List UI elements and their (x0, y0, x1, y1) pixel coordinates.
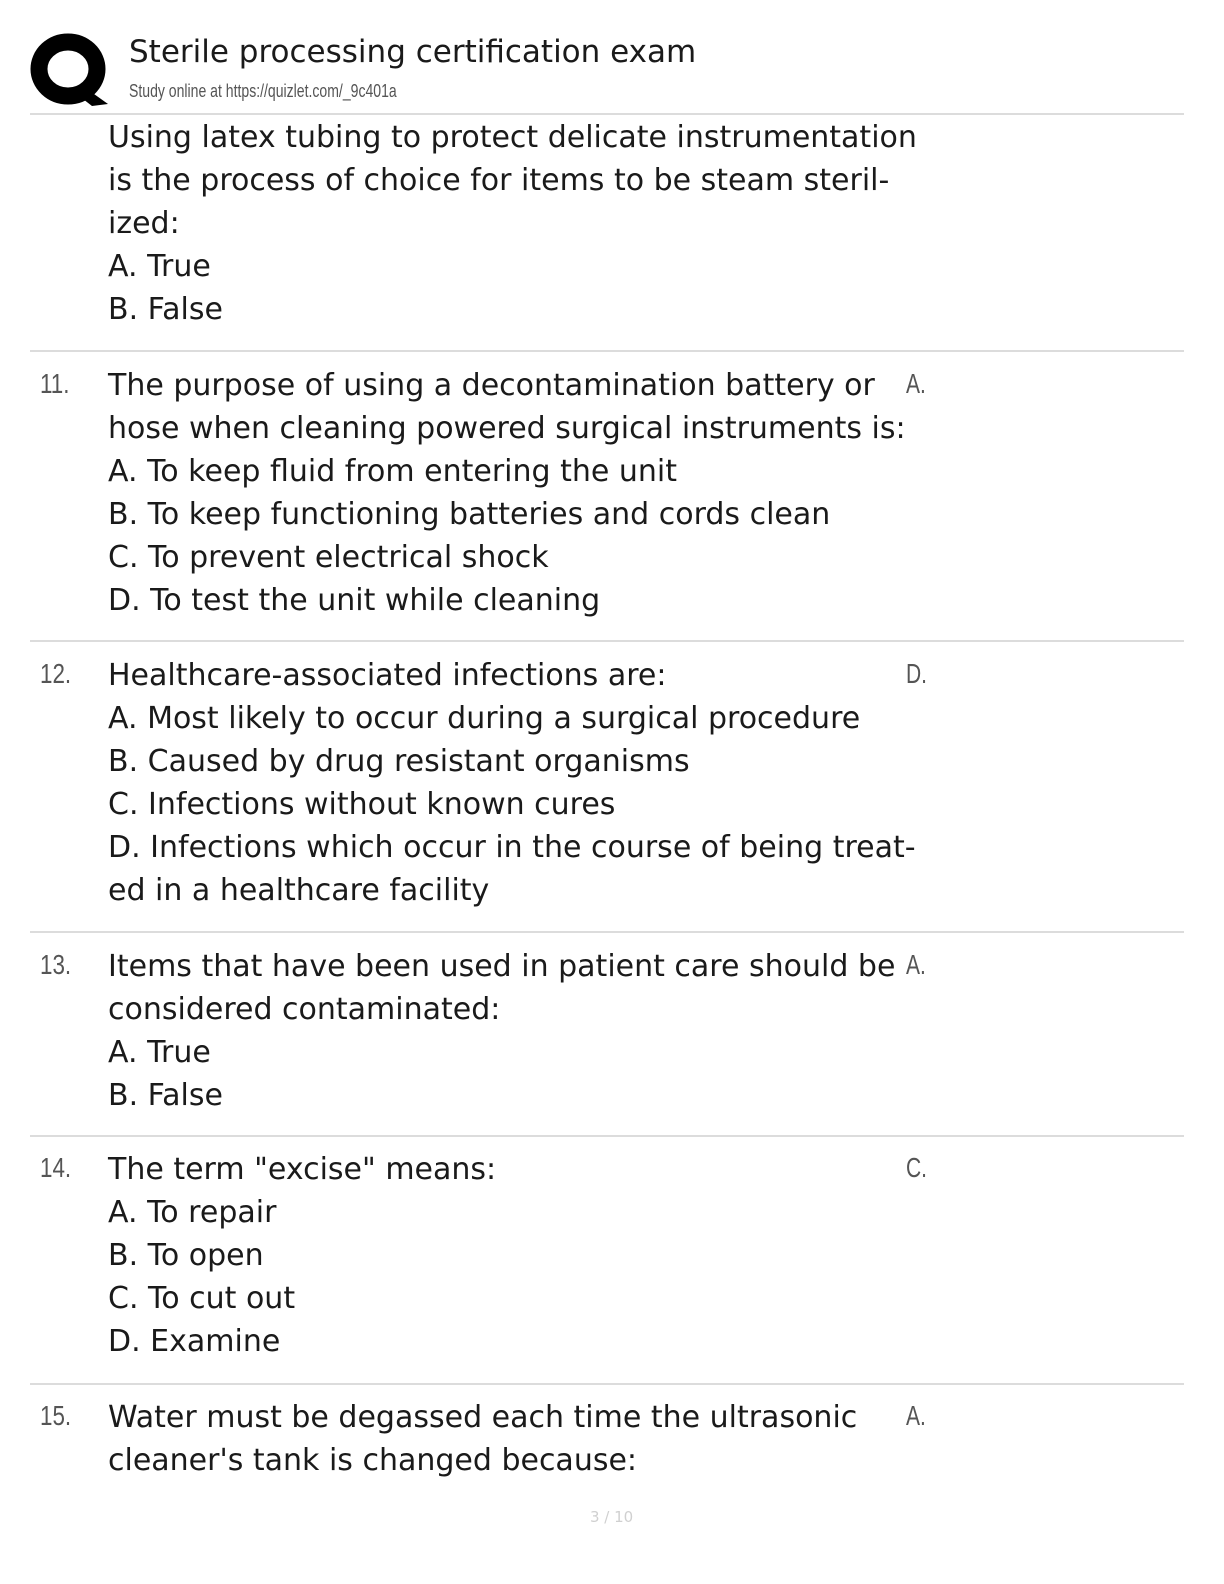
option-a: A. True (108, 1035, 211, 1070)
option-c: C. Infections without known cures (108, 787, 616, 822)
question-text (108, 1396, 908, 1482)
option-a: A. True (108, 249, 211, 284)
study-link[interactable]: Study online at https://quizlet.com/_9c401a (129, 81, 397, 101)
question-line: considered contaminated: (108, 992, 501, 1027)
question-line: cleaner's tank is changed because: (108, 1443, 638, 1478)
question-line: hose when cleaning powered surgical instruments is: (108, 411, 906, 446)
option-c: C. To prevent electrical shock (108, 540, 549, 575)
option-b: B. To open (108, 1238, 264, 1273)
option-c: C. To cut out (108, 1281, 296, 1316)
option-a: A. To keep fluid from entering the unit (108, 454, 678, 489)
question-text (108, 116, 917, 331)
question-number: 12. (40, 658, 72, 689)
question-line: Using latex tubing to protect delicate instrumentation (108, 120, 917, 155)
answer: A. (906, 368, 926, 399)
option-d: D. Infections which occur in the course of being treat- (108, 830, 916, 865)
divider (30, 1135, 1184, 1137)
question-line: The purpose of using a decontamination battery or (108, 368, 875, 403)
question-text (108, 945, 908, 1117)
question-text (108, 1148, 908, 1363)
divider (30, 640, 1184, 642)
question-number: 13. (40, 949, 72, 980)
question-number: 14. (40, 1152, 72, 1183)
option-d: D. To test the unit while cleaning (108, 583, 601, 618)
divider (30, 931, 1184, 933)
quizlet-logo-icon (30, 32, 112, 108)
question-line: Healthcare-associated infections are: (108, 658, 667, 693)
divider (30, 1383, 1184, 1385)
question-text (108, 364, 908, 622)
option-b: B. To keep functioning batteries and cords clean (108, 497, 831, 532)
option-b: B. False (108, 1078, 223, 1113)
question-text (108, 654, 916, 912)
divider (30, 113, 1184, 115)
option-b: B. Caused by drug resistant organisms (108, 744, 690, 779)
page-header (0, 0, 1224, 114)
question-number: 15. (40, 1400, 72, 1431)
question-line: ized: (108, 206, 180, 241)
page-title: Sterile processing certification exam (129, 34, 697, 70)
option-a: A. To repair (108, 1195, 277, 1230)
option-d: D. Examine (108, 1324, 281, 1359)
option-a: A. Most likely to occur during a surgical procedure (108, 701, 861, 736)
option-d-continued: ed in a healthcare facility (108, 873, 490, 908)
question-number: 11. (40, 368, 70, 399)
question-line: The term "excise" means: (108, 1152, 497, 1187)
answer: C. (906, 1152, 927, 1183)
answer: A. (906, 1400, 926, 1431)
option-b: B. False (108, 292, 223, 327)
question-line: is the process of choice for items to be steam steril- (108, 163, 890, 198)
question-line: Water must be degassed each time the ultrasonic (108, 1400, 858, 1435)
answer: A. (906, 949, 926, 980)
divider (30, 350, 1184, 352)
answer: D. (906, 658, 927, 689)
page-number: 3 / 10 (590, 1508, 634, 1526)
question-line: Items that have been used in patient care should be (108, 949, 896, 984)
